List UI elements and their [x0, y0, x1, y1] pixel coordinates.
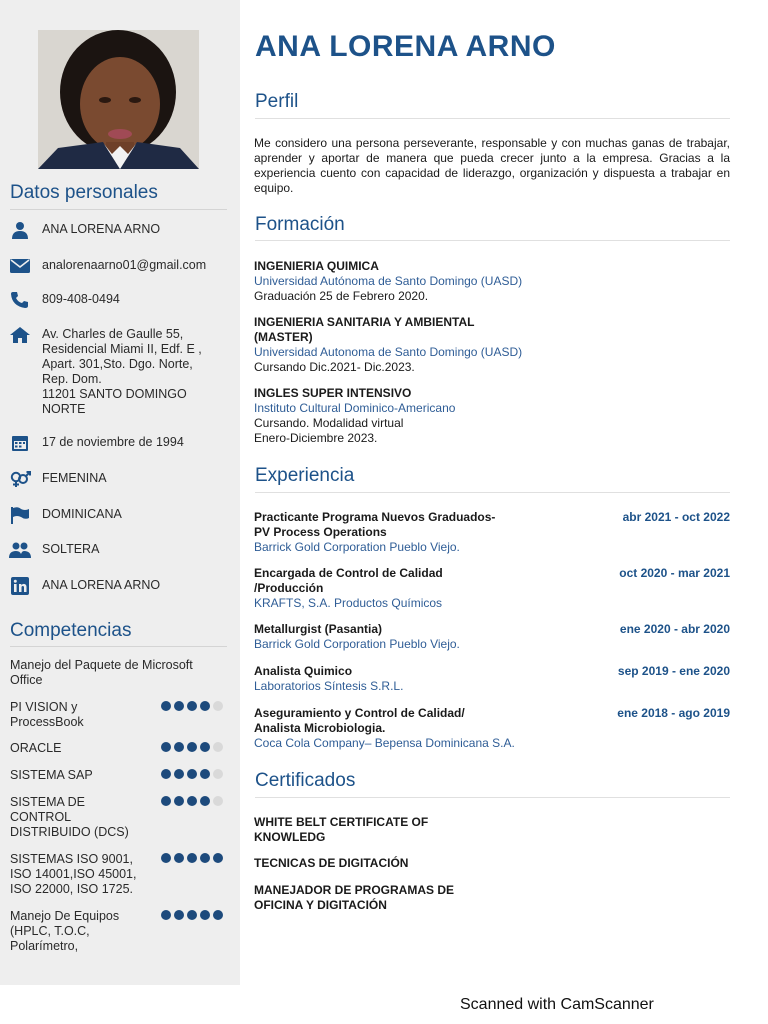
- user-icon: [9, 221, 31, 239]
- education-item: [254, 386, 584, 446]
- skill-name: Manejo del Paquete de Microsoft Office: [10, 658, 193, 687]
- personal-phone: 809-408-0494: [42, 292, 120, 306]
- rating-dot-filled: [161, 769, 171, 779]
- rating-dot-filled: [200, 769, 210, 779]
- experience-company: Laboratorios Síntesis S.R.L.: [254, 679, 404, 693]
- education-detail: Enero-Diciembre 2023.: [254, 431, 378, 445]
- skill-name: Manejo De Equipos (HPLC, T.O.C, Polarímetro,: [10, 909, 120, 953]
- skill-name: PI VISION y ProcessBook: [10, 700, 84, 729]
- rating-dot-filled: [187, 742, 197, 752]
- rating-dot-filled: [161, 796, 171, 806]
- rating-dot-filled: [174, 742, 184, 752]
- skill-name: SISTEMA SAP: [10, 768, 93, 782]
- experience-date: sep 2019 - ene 2020: [617, 664, 730, 678]
- education-heading: Formación: [255, 214, 345, 235]
- users-icon: [9, 541, 31, 559]
- calendar-icon: [9, 434, 31, 452]
- education-institution: Universidad Autónoma de Santo Domingo (UASD): [254, 274, 523, 288]
- experience-title: Metallurgist (Pasantia): [254, 622, 383, 636]
- education-institution: Universidad Autonoma de Santo Domingo (UASD): [254, 345, 523, 359]
- rating-dot-filled: [161, 853, 171, 863]
- certificate-item: MANEJADOR DE PROGRAMAS DE OFICINA Y DIGITACIÓN: [254, 883, 455, 912]
- skill-rating: [161, 796, 223, 806]
- rating-dot-filled: [174, 910, 184, 920]
- personal-data-heading: Datos personales: [10, 182, 158, 203]
- rating-dot-filled: [161, 910, 171, 920]
- gender-icon: [9, 470, 31, 488]
- experience-date: oct 2020 - mar 2021: [619, 566, 730, 580]
- education-title: INGENIERIA SANITARIA Y AMBIENTAL (MASTER): [254, 315, 475, 344]
- experience-title: Encargada de Control de Calidad /Producción: [254, 566, 443, 595]
- experience-date: ene 2018 - ago 2019: [617, 706, 730, 720]
- personal-nationality: DOMINICANA: [42, 507, 122, 521]
- skill-name: SISTEMAS ISO 9001, ISO 14001,ISO 45001, ISO 22000, ISO 1725.: [10, 852, 137, 896]
- experience-company: KRAFTS, S.A. Productos Químicos: [254, 596, 443, 610]
- certificate-item: TECNICAS DE DIGITACIÓN: [254, 856, 409, 870]
- education-detail: Cursando Dic.2021- Dic.2023.: [254, 360, 415, 374]
- flag-icon: [9, 506, 31, 524]
- rating-dot-filled: [161, 742, 171, 752]
- divider: [255, 492, 730, 493]
- rating-dot-filled: [161, 701, 171, 711]
- profile-heading: Perfil: [255, 91, 299, 112]
- skill-rating: [161, 701, 223, 711]
- rating-dot-filled: [187, 910, 197, 920]
- education-title: INGENIERIA QUIMICA: [254, 259, 379, 273]
- rating-dot-filled: [187, 853, 197, 863]
- experience-heading: Experiencia: [255, 465, 355, 486]
- divider: [255, 240, 730, 241]
- rating-dot-filled: [187, 796, 197, 806]
- phone-icon: [9, 291, 31, 309]
- certificates-heading: Certificados: [255, 770, 356, 791]
- experience-title: Practicante Programa Nuevos Graduados- PV Process Operations: [254, 510, 496, 539]
- rating-dot-filled: [174, 796, 184, 806]
- experience-item: [254, 706, 584, 751]
- sidebar: [0, 0, 240, 985]
- divider: [255, 118, 730, 119]
- experience-item: [254, 622, 584, 652]
- rating-dot-filled: [200, 910, 210, 920]
- profile-photo: [38, 30, 199, 169]
- rating-dot-filled: [200, 796, 210, 806]
- personal-email: analorenaarno01@gmail.com: [42, 258, 207, 272]
- experience-title: Aseguramiento y Control de Calidad/ Analista Microbiologia.: [254, 706, 465, 735]
- education-title: INGLES SUPER INTENSIVO: [254, 386, 412, 400]
- experience-company: Coca Cola Company– Bepensa Dominicana S.A.: [254, 736, 515, 750]
- rating-dot-filled: [174, 853, 184, 863]
- education-detail: Cursando. Modalidad virtual: [254, 416, 404, 430]
- scanner-watermark: Scanned with CamScanner: [460, 996, 654, 1013]
- education-item: [254, 315, 584, 375]
- skill-name: SISTEMA DE CONTROL DISTRIBUIDO (DCS): [10, 795, 129, 839]
- experience-title: Analista Quimico: [254, 664, 353, 678]
- envelope-icon: [9, 257, 31, 275]
- experience-date: abr 2021 - oct 2022: [622, 510, 730, 524]
- profile-text: Me considero una persona perseverante, responsable y con muchas ganas de trabajar, aprender y aportar de manera que pueda crecer junto a la empresa. Gracias a la experiencia cuento con capacidad de liderazgo, organización y dispuesta a trabajar en equipo.: [254, 136, 730, 195]
- personal-name: ANA LORENA ARNO: [42, 222, 161, 236]
- skill-name: ORACLE: [10, 741, 62, 755]
- experience-item: [254, 510, 584, 555]
- skill-rating: [161, 769, 223, 779]
- rating-dot-empty: [213, 769, 223, 779]
- personal-address: Av. Charles de Gaulle 55, Residencial Miami II, Edf. E , Apart. 301,Sto. Dgo. Norte, Rep. Dom. 11201 SANTO DOMINGO NORTE: [42, 327, 202, 416]
- rating-dot-empty: [213, 796, 223, 806]
- education-detail: Graduación 25 de Febrero 2020.: [254, 289, 429, 303]
- rating-dot-filled: [213, 853, 223, 863]
- personal-birthdate: 17 de noviembre de 1994: [42, 435, 184, 449]
- experience-company: Barrick Gold Corporation Pueblo Viejo.: [254, 637, 460, 651]
- rating-dot-filled: [200, 701, 210, 711]
- rating-dot-filled: [174, 701, 184, 711]
- rating-dot-filled: [187, 701, 197, 711]
- rating-dot-empty: [213, 742, 223, 752]
- divider: [10, 209, 227, 210]
- experience-date: ene 2020 - abr 2020: [619, 622, 730, 636]
- divider: [255, 797, 730, 798]
- rating-dot-filled: [213, 910, 223, 920]
- experience-item: [254, 566, 584, 611]
- experience-company: Barrick Gold Corporation Pueblo Viejo.: [254, 540, 460, 554]
- rating-dot-filled: [187, 769, 197, 779]
- rating-dot-filled: [200, 853, 210, 863]
- personal-linkedin[interactable]: ANA LORENA ARNO: [42, 578, 161, 592]
- skills-heading: Competencias: [10, 620, 132, 641]
- rating-dot-filled: [200, 742, 210, 752]
- linkedin-icon[interactable]: [9, 577, 31, 595]
- candidate-name: ANA LORENA ARNO: [255, 30, 556, 63]
- rating-dot-empty: [213, 701, 223, 711]
- personal-marital-status: SOLTERA: [42, 542, 100, 556]
- education-item: [254, 259, 584, 304]
- rating-dot-filled: [174, 769, 184, 779]
- divider: [10, 646, 227, 647]
- skill-rating: [161, 742, 223, 752]
- home-icon: [9, 326, 31, 344]
- experience-item: [254, 664, 584, 694]
- education-institution: Instituto Cultural Dominico-Americano: [254, 401, 456, 415]
- skill-rating: [161, 853, 223, 863]
- certificate-item: WHITE BELT CERTIFICATE OF KNOWLEDG: [254, 815, 429, 844]
- personal-gender: FEMENINA: [42, 471, 107, 485]
- skill-rating: [161, 910, 223, 920]
